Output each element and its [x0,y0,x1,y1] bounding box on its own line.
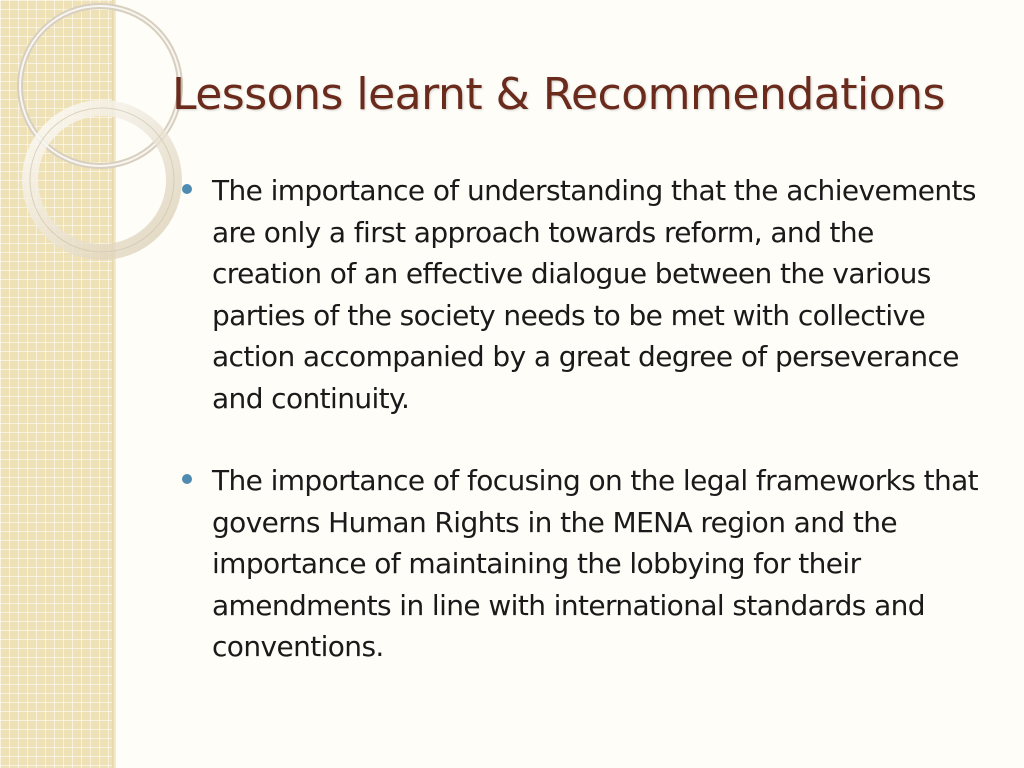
bullet-item [182,460,982,668]
bullet-item [182,170,982,419]
decorative-circles [0,0,200,260]
bullet-text: The importance of understanding that the achievements are only a first approach towards reform, and the creation of an effective dialogue between the various parties of the society needs to be met with collective action accompanied by a great degree of perseverance and continuity. [212,174,976,415]
bullet-list [182,170,982,709]
bullet-dot-icon [182,474,192,484]
bullet-dot-icon [182,184,192,194]
bullet-text: The importance of focusing on the legal frameworks that governs Human Rights in the MENA region and the importance of maintaining the lobbying for their amendments in line with international standards and conventions. [212,464,979,663]
slide-title: Lessons learnt & Recommendations [172,69,945,120]
decor-ring-lower [30,108,174,252]
